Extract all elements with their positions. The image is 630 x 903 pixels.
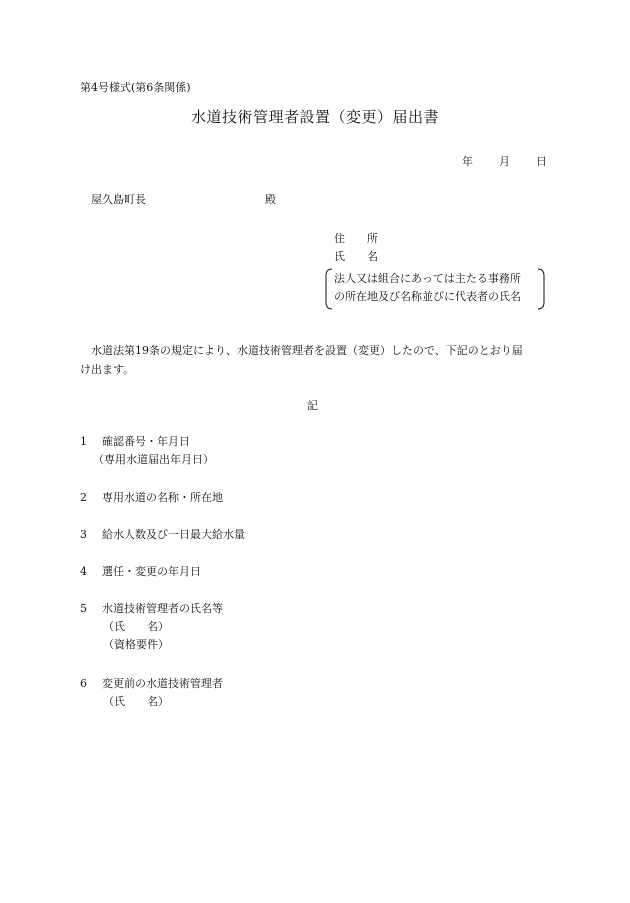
name-label-char-1: 氏 [334, 250, 345, 263]
item-5-sub-1: （氏 名） [103, 620, 169, 633]
applicant-note-line-2: の所在地及び名称並びに代表者の氏名 [334, 290, 521, 303]
item-number: 5 [80, 602, 87, 615]
date-year: 年 [462, 155, 473, 168]
date-day: 日 [536, 155, 547, 168]
date-line [462, 155, 547, 169]
addressee: 屋久島町長 [91, 193, 146, 206]
item-label: 水道技術管理者の氏名等 [102, 602, 223, 615]
item-number: 6 [80, 677, 87, 690]
document-title: 水道技術管理者設置（変更）届出書 [190, 108, 439, 126]
honorific: 殿 [265, 193, 276, 206]
date-month: 月 [499, 155, 510, 168]
item-number: 2 [80, 491, 87, 504]
item-label: 専用水道の名称・所在地 [102, 491, 223, 504]
item-6-sub-1: （氏 名） [103, 695, 169, 708]
applicant-note-bracket [324, 268, 546, 310]
item-3 [80, 528, 245, 542]
item-label: 選任・変更の年月日 [102, 565, 201, 578]
item-1 [80, 435, 190, 449]
item-label: 確認番号・年月日 [102, 435, 190, 448]
address-label [334, 232, 378, 246]
item-number: 3 [80, 528, 87, 541]
item-2 [80, 491, 223, 505]
item-label: 給水人数及び一日最大給水量 [102, 528, 245, 541]
applicant-note-line-1: 法人又は組合にあっては主たる事務所 [334, 272, 521, 285]
item-number: 4 [80, 565, 87, 578]
name-label [334, 250, 378, 264]
form-number: 第4号様式(第6条関係) [80, 81, 191, 94]
body-paragraph [80, 341, 550, 379]
item-6 [80, 677, 223, 691]
item-number: 1 [80, 435, 87, 448]
item-5-sub-2: （資格要件） [103, 638, 169, 651]
item-label: 変更前の水道技術管理者 [102, 677, 223, 690]
body-line-1: 水道法第19条の規定により、水道技術管理者を設置（変更）したので、下記のとおり届 [91, 344, 523, 357]
item-1-sub-1: （専用水道届出年月日） [93, 453, 214, 466]
item-4 [80, 565, 201, 579]
address-label-char-2: 所 [367, 232, 378, 245]
body-line-2: け出ます。 [80, 363, 135, 376]
address-label-char-1: 住 [334, 232, 345, 245]
ki-heading: 記 [307, 399, 318, 412]
name-label-char-2: 名 [367, 250, 378, 263]
item-5 [80, 602, 223, 616]
